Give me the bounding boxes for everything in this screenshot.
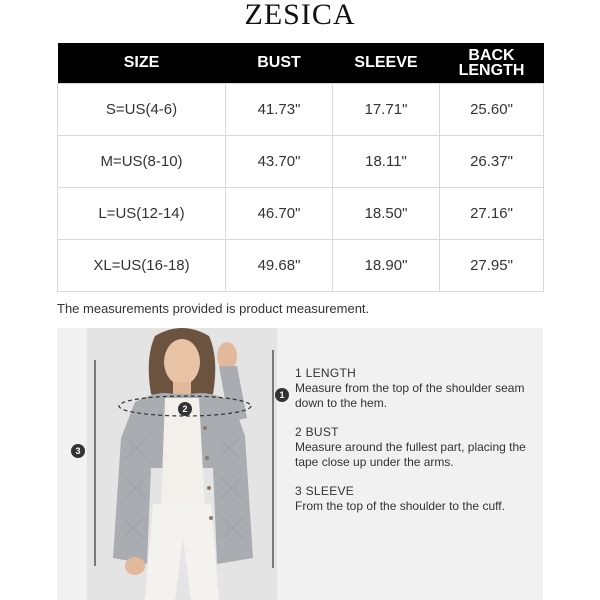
table-row xyxy=(58,187,544,239)
header-back-length: BACK LENGTH xyxy=(440,43,544,83)
back-length-cell: 26.37" xyxy=(440,135,544,187)
sleeve-marker: 3 xyxy=(71,444,85,458)
length-marker: 1 xyxy=(275,388,289,402)
size-cell: M=US(8-10) xyxy=(58,135,226,187)
sleeve-heading: 3 SLEEVE xyxy=(295,484,355,498)
table-row xyxy=(58,239,544,291)
bust-cell: 41.73" xyxy=(226,83,333,135)
brand-logo: ZESICA xyxy=(244,0,356,31)
bust-description: Measure around the fullest part, placing the tape close up under the arms. xyxy=(295,440,526,469)
measurement-note: The measurements provided is product measurement. xyxy=(57,301,370,316)
back-length-cell: 25.60" xyxy=(440,83,544,135)
bust-heading: 2 BUST xyxy=(295,425,339,439)
size-cell: XL=US(16-18) xyxy=(58,239,226,291)
size-cell: L=US(12-14) xyxy=(58,187,226,239)
sleeve-cell: 18.50" xyxy=(333,187,440,239)
measurement-instructions xyxy=(295,366,535,528)
sleeve-cell: 18.11" xyxy=(333,135,440,187)
table-row xyxy=(58,135,544,187)
sleeve-cell: 17.71" xyxy=(333,83,440,135)
model-photo xyxy=(87,328,277,600)
back-length-cell: 27.95" xyxy=(440,239,544,291)
bust-instruction xyxy=(295,425,535,470)
model-illustration xyxy=(87,328,277,600)
header-sleeve: SLEEVE xyxy=(333,43,440,83)
table-header-row xyxy=(58,43,544,83)
table-row xyxy=(58,83,544,135)
header-bust: BUST xyxy=(226,43,333,83)
header-size: SIZE xyxy=(58,43,226,83)
length-description: Measure from the top of the shoulder seam down to the hem. xyxy=(295,381,525,410)
measurement-guide-panel xyxy=(57,328,543,600)
sleeve-instruction xyxy=(295,484,535,514)
size-cell: S=US(4-6) xyxy=(58,83,226,135)
bust-cell: 49.68" xyxy=(226,239,333,291)
length-heading: 1 LENGTH xyxy=(295,366,357,380)
sleeve-cell: 18.90" xyxy=(333,239,440,291)
length-instruction xyxy=(295,366,535,411)
bust-cell: 43.70" xyxy=(226,135,333,187)
bust-cell: 46.70" xyxy=(226,187,333,239)
bust-marker: 2 xyxy=(178,402,192,416)
size-chart-table xyxy=(57,43,544,292)
sleeve-description: From the top of the shoulder to the cuff. xyxy=(295,499,505,513)
back-length-cell: 27.16" xyxy=(440,187,544,239)
